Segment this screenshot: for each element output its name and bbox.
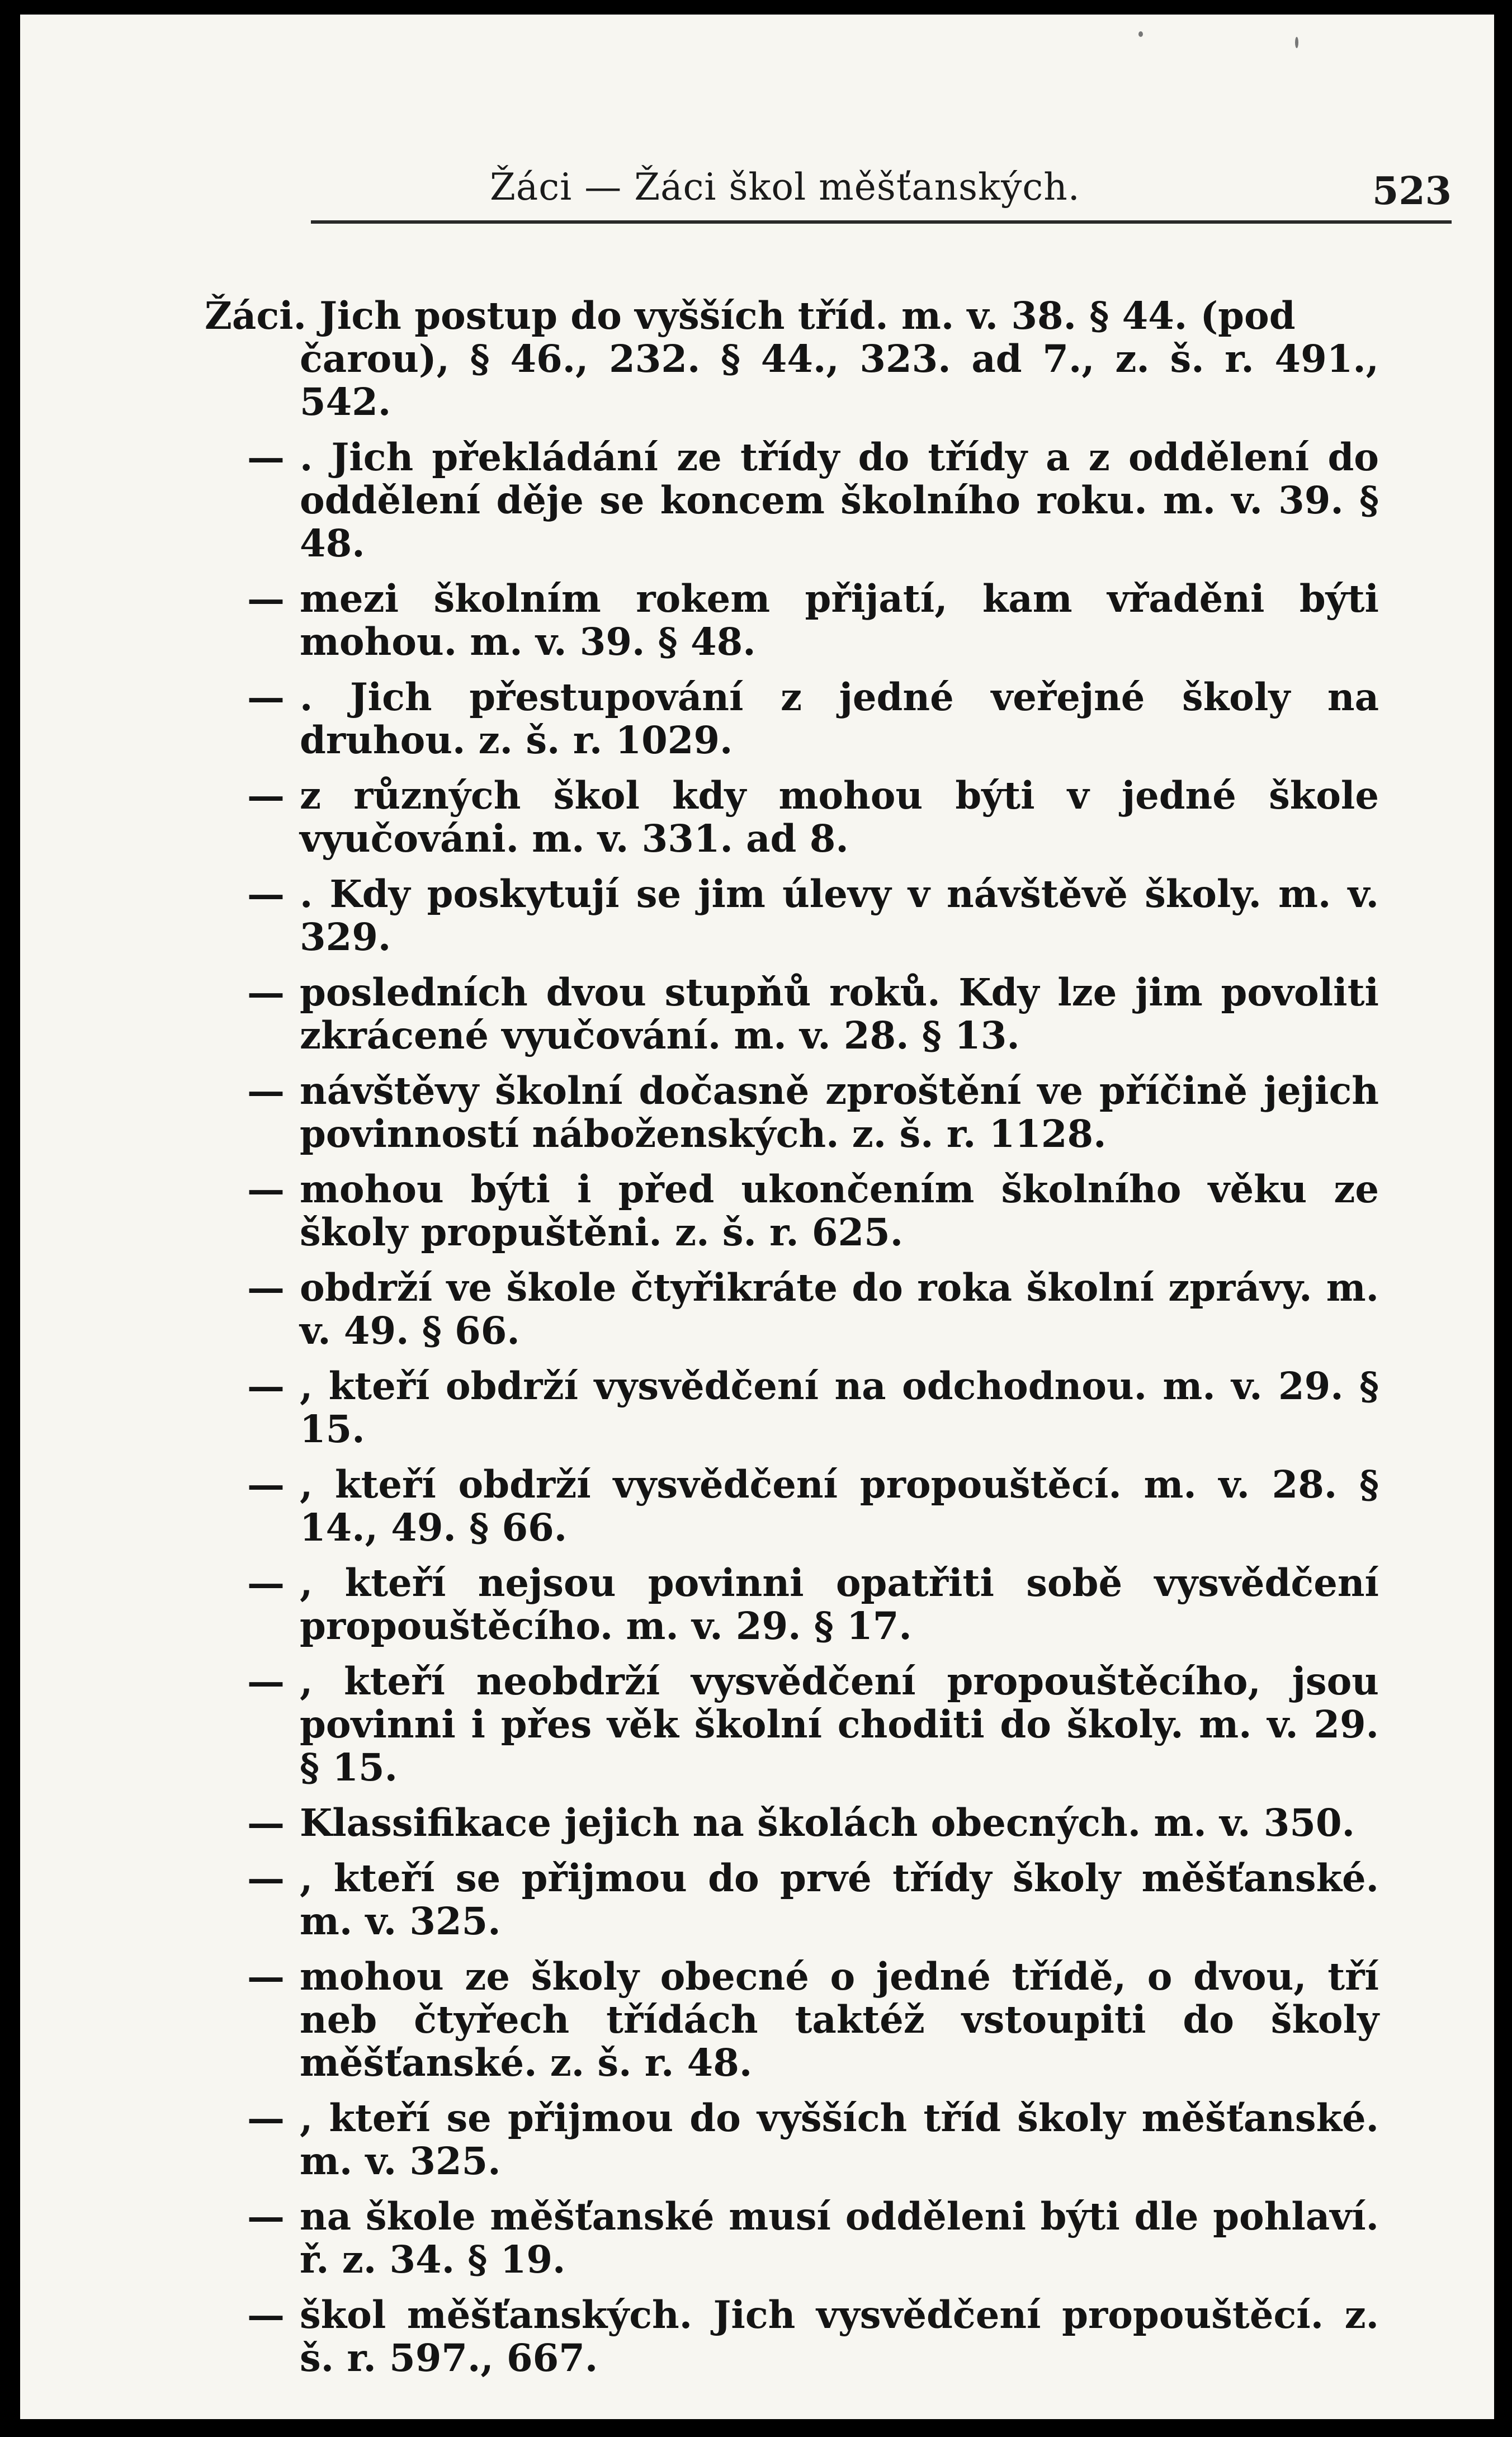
page-number: 523 [1372, 169, 1452, 214]
entry-text: mohou ze školy obecné o jedné třídě, o dvou, tří neb čtyřech třídách taktéž vstoupiti do školy měšťanské. z. š. r. 48. [300, 1954, 1379, 2085]
entry-dash: — [247, 2194, 285, 2238]
index-entry [247, 1954, 1379, 2085]
index-entry [247, 1856, 1379, 1943]
index-entry [247, 675, 1379, 762]
entry-dash: — [247, 1364, 285, 1408]
index-entry [247, 2096, 1379, 2183]
entry-text: posledních dvou stupňů roků. Kdy lze jim povoliti zkrácené vyučování. m. v. 28. § 13. [300, 970, 1379, 1057]
entry-dash: — [247, 872, 285, 916]
entry-dash: — [247, 675, 285, 719]
entry-text: , kteří obdrží vysvědčení na odchodnou. m. v. 29. § 15. [300, 1364, 1379, 1451]
index-entry [247, 2293, 1379, 2380]
entry-dash: — [247, 1856, 285, 1900]
book-page [20, 15, 1494, 2419]
entry-dash: — [247, 1659, 285, 1703]
entry-text: . Kdy poskytují se jim úlevy v návštěvě školy. m. v. 329. [300, 872, 1379, 959]
paper-speck [1138, 31, 1143, 37]
entry-dash: — [247, 1265, 285, 1310]
entry-text: obdrží ve škole čtyřikráte do roka školní zprávy. m. v. 49. § 66. [300, 1265, 1379, 1353]
index-entry [247, 1069, 1379, 1156]
entry-dash: — [247, 1167, 285, 1211]
entry-dash: — [247, 970, 285, 1014]
entry-text: . Jich přestupování z jedné veřejné školy na druhou. z. š. r. 1029. [300, 675, 1379, 762]
index-entry-heading [205, 294, 1379, 423]
entry-dash: — [247, 1954, 285, 1999]
entry-text: mezi školním rokem přijatí, kam vřaděni býti mohou. m. v. 39. § 48. [300, 577, 1379, 664]
index-entry [247, 1561, 1379, 1648]
entry-text: , kteří se přijmou do prvé třídy školy měšťanské. m. v. 325. [300, 1856, 1379, 1943]
entry-dash: — [247, 1069, 285, 1113]
header-title: Žáci — Žáci škol měšťanských. [490, 166, 1080, 209]
entry-text: Klassifikace jejich na školách obecných. m. v. 350. [300, 1801, 1355, 1845]
index-entry [247, 872, 1379, 959]
index-entry [247, 1364, 1379, 1451]
index-entry [247, 2194, 1379, 2282]
entry-dash: — [247, 435, 285, 479]
index-entry [247, 1265, 1379, 1353]
entry-list [20, 436, 1494, 2379]
index-entry [247, 435, 1379, 565]
entry-dash: — [247, 577, 285, 621]
heading-line-2: čarou), § 46., 232. § 44., 323. ad 7., z. š. r. 491., 542. [300, 337, 1379, 424]
entry-text: , kteří obdrží vysvědčení propouštěcí. m. v. 28. § 14., 49. § 66. [300, 1462, 1379, 1550]
running-header [20, 166, 1494, 216]
entry-dash: — [247, 773, 285, 818]
entry-text: z různých škol kdy mohou býti v jedné škole vyučováni. m. v. 331. ad 8. [300, 773, 1379, 861]
entry-text: škol měšťanských. Jich vysvědčení propouštěcí. z. š. r. 597., 667. [300, 2293, 1379, 2380]
entry-text: , kteří se přijmou do vyšších tříd školy měšťanské. m. v. 325. [300, 2096, 1379, 2183]
entry-text: mohou býti i před ukončením školního věku ze školy propuštěni. z. š. r. 625. [300, 1167, 1379, 1254]
index-entry [247, 773, 1379, 861]
index-entry [247, 1462, 1379, 1550]
index-entry [247, 1659, 1379, 1789]
entry-dash: — [247, 1462, 285, 1506]
entry-dash: — [247, 1801, 285, 1845]
index-entry [247, 1801, 1379, 1845]
index-entries [20, 294, 1494, 2392]
index-entry [247, 1167, 1379, 1254]
entry-text: . Jich překládání ze třídy do třídy a z oddělení do oddělení děje se koncem školního roku. m. v. 39. § 48. [300, 435, 1379, 565]
index-entry [247, 577, 1379, 664]
entry-dash: — [247, 1561, 285, 1605]
paper-speck [1295, 37, 1298, 48]
entry-text: , kteří neobdrží vysvědčení propouštěcího, jsou povinni i přes věk školní choditi do školy. m. v. 29. § 15. [300, 1659, 1379, 1789]
entry-dash: — [247, 2293, 285, 2337]
index-entry [247, 970, 1379, 1057]
heading-line-1: Žáci. Jich postup do vyšších tříd. m. v. 38. § 44. (pod [205, 294, 1296, 338]
entry-text: na škole měšťanské musí odděleni býti dle pohlaví. ř. z. 34. § 19. [300, 2194, 1379, 2282]
entry-text: návštěvy školní dočasně zproštění ve příčině jejich povinností náboženských. z. š. r. 1128. [300, 1069, 1379, 1156]
entry-text: , kteří nejsou povinni opatřiti sobě vysvědčení propouštěcího. m. v. 29. § 17. [300, 1561, 1379, 1648]
entry-dash: — [247, 2096, 285, 2140]
header-rule [311, 220, 1452, 224]
